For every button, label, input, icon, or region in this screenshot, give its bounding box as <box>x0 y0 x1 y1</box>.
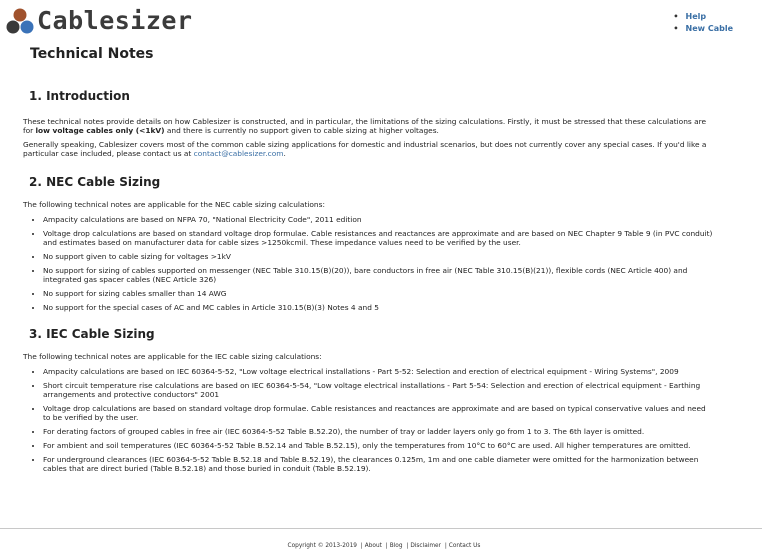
footer-blog-link[interactable]: Blog <box>389 543 403 549</box>
list-item: • For underground clearances (IEC 60364-5-52 Table B.52.18 and Table B.52.19), the clearances 0.125m, 1m and one cable diameter were omitted for the harmonization between cables that are direct buried (Table B.52.18) and those buried in conduit (Table B.52.19). <box>43 455 713 473</box>
logo-text: Cablesizer <box>37 6 193 35</box>
list-item: • Voltage drop calculations are based on standard voltage drop formulae. Cable resistances and reactances are approximate and are based on typical conservative values and need to be verified by the user. <box>43 404 713 422</box>
intro-text: . <box>283 149 286 158</box>
page-title: Technical Notes <box>30 46 154 62</box>
iec-list <box>23 367 713 473</box>
nav-item-help <box>673 11 733 23</box>
list-item: • No support for the special cases of AC and MC cables in Article 310.15(B)(3) Notes 4 and 5 <box>43 303 713 312</box>
copyright-text: Copyright © 2013-2019 <box>287 543 357 549</box>
section-title-introduction: 1. Introduction <box>29 89 130 103</box>
logo[interactable] <box>5 6 193 36</box>
footer-separator: | <box>406 543 409 549</box>
nav-item-new-cable <box>673 23 733 35</box>
new-cable-link[interactable]: • New Cable <box>685 24 733 33</box>
iec-lead: The following technical notes are applicable for the IEC cable sizing calculations: <box>23 352 322 361</box>
top-nav <box>673 11 733 35</box>
section-title-iec: 3. IEC Cable Sizing <box>29 327 155 341</box>
list-item: • For ambient and soil temperatures (IEC 60364-5-52 Table B.52.14 and Table B.52.15), only the temperatures from 10°C to 60°C are used. All higher temperatures are omitted. <box>43 441 713 450</box>
nec-lead: The following technical notes are applicable for the NEC cable sizing calculations: <box>23 200 325 209</box>
list-item: • Voltage drop calculations are based on standard voltage drop formulae. Cable resistances and reactances are approximate and are based on NEC Chapter 9 Table 9 (in PVC conduit) and estimates based on manufacturer data for cable sizes >1250kcmil. These impedance values need to be verified by the user. <box>43 229 713 247</box>
list-item: • For derating factors of grouped cables in free air (IEC 60364-5-52 Table B.52.20), the number of tray or ladder layers only go from 1 to 3. The 6th layer is omitted. <box>43 427 713 436</box>
footer-contact-link[interactable]: Contact Us <box>448 543 481 549</box>
contact-email-link[interactable]: contact@cablesizer.com <box>193 149 284 158</box>
section-title-nec: 2. NEC Cable Sizing <box>29 175 161 189</box>
list-item: • Ampacity calculations are based on IEC 60364-5-52, "Low voltage electrical installations - Part 5-52: Selection and erection of electrical equipment - Wiring Systems", 2009 <box>43 367 713 376</box>
main-content <box>23 80 713 478</box>
intro-paragraph-1 <box>23 117 713 135</box>
list-item: • Ampacity calculations are based on NFPA 70, "National Electricity Code", 2011 edition <box>43 215 713 224</box>
intro-text: These technical notes provide details on how Cablesizer is constructed, and in particular, the limitations of the sizing calculations. Firstly, it must be stressed that these calculations are for <box>23 117 707 135</box>
footer-separator: | <box>444 543 447 549</box>
list-item: • No support for sizing of cables supported on messenger (NEC Table 310.15(B)(20)), bare conductors in free air (NEC Table 310.15(B)(21)), flexible cords (NEC Article 400) and integrated gas spacer cables (NEC Article 326) <box>43 266 713 284</box>
footer-divider <box>0 528 762 529</box>
list-item: • No support given to cable sizing for voltages >1kV <box>43 252 713 261</box>
footer-separator: | <box>385 543 388 549</box>
footer-disclaimer-link[interactable]: Disclaimer <box>410 543 441 549</box>
intro-text: and there is currently no support given to cable sizing at higher voltages. <box>164 126 439 135</box>
footer-about-link[interactable]: About <box>364 543 382 549</box>
list-item: • Short circuit temperature rise calculations are based on IEC 60364-5-54, "Low voltage electrical installations - Part 5-54: Selection and erection of electrical equipment - Earthing arrangements and protective conductors" 2001 <box>43 381 713 399</box>
list-item: • No support for sizing cables smaller than 14 AWG <box>43 289 713 298</box>
nec-list <box>23 215 713 312</box>
intro-bold-text: low voltage cables only (<1kV) <box>35 126 165 135</box>
footer <box>0 543 768 549</box>
help-link[interactable]: • Help <box>685 12 707 21</box>
cable-logo-icon <box>5 7 35 35</box>
footer-separator: | <box>360 543 363 549</box>
intro-paragraph-2 <box>23 140 713 158</box>
intro-text: Generally speaking, Cablesizer covers most of the common cable sizing applications for domestic and industrial scenarios, but does not currently cover any special cases. If you'd like a particular case included, please contact us at <box>23 140 707 158</box>
